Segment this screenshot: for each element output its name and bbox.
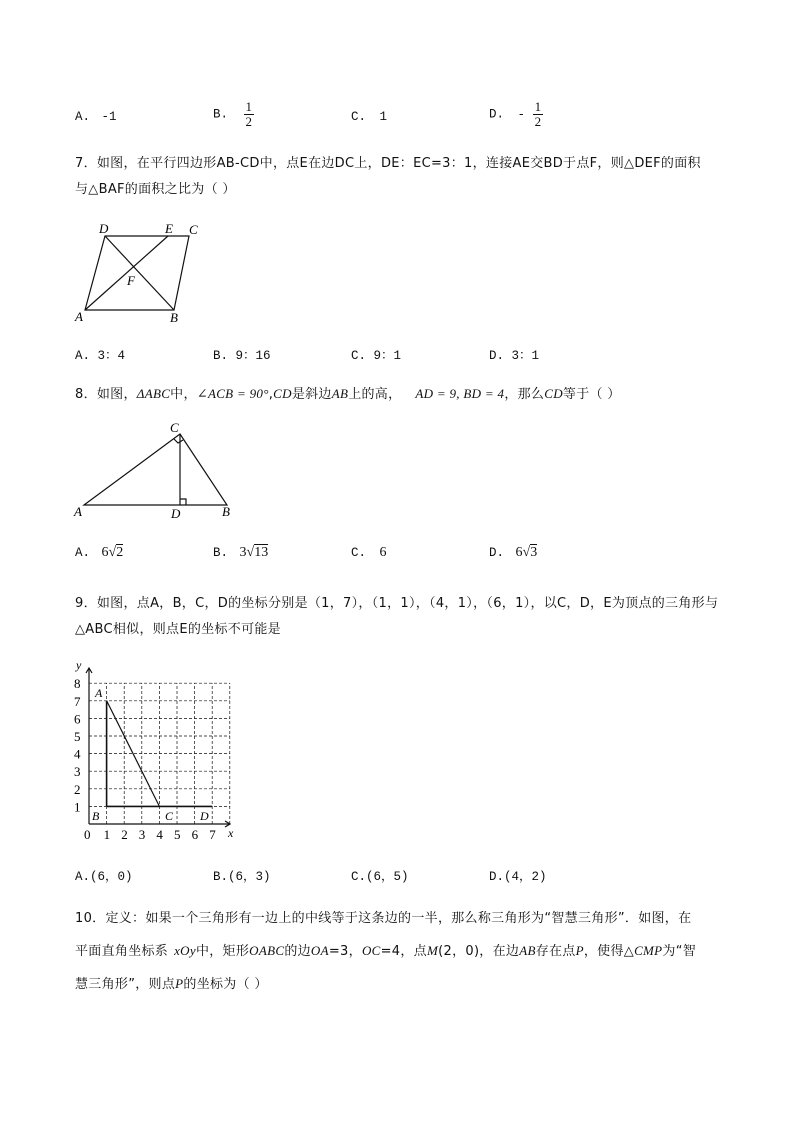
q6-option-d[interactable]	[489, 100, 543, 129]
q8-text-part: ，那么	[504, 387, 545, 402]
q9-option-a[interactable]	[75, 866, 133, 884]
q6-option-b[interactable]	[213, 100, 254, 129]
option-value	[240, 545, 269, 560]
label-b: B	[92, 809, 100, 823]
q7-options	[75, 345, 675, 365]
given-lengths: AD = 9, BD = 4	[415, 386, 505, 401]
option-value: (6，5)	[366, 870, 409, 884]
option-label: B.	[213, 107, 229, 122]
y-axis-label: y	[76, 658, 82, 672]
y-tick-label: 2	[74, 781, 81, 797]
option-label: B.	[213, 349, 229, 363]
rectangle-oabc: OABC	[249, 943, 285, 958]
x-tick-label: 2	[121, 827, 128, 842]
q9-line2: △ABC相似，则点E的坐标不可能是	[75, 622, 281, 637]
q10-text-part: (2，0)，在边	[438, 944, 520, 959]
q10-text-part: ，使得△	[583, 944, 635, 959]
y-tick-label: 3	[74, 764, 81, 780]
x-tick-label: 4	[156, 827, 163, 842]
radicand: 2	[116, 545, 124, 560]
numerator: 1	[534, 99, 542, 114]
minus-sign: -	[517, 107, 526, 122]
option-label: D.	[489, 349, 505, 363]
option-label: D.	[489, 870, 505, 884]
option-label: C.	[351, 870, 367, 884]
option-value: (6，3)	[228, 870, 271, 884]
x-tick-label: 0	[84, 827, 91, 842]
q7-option-d[interactable]	[489, 345, 539, 363]
label-e: E	[165, 221, 173, 236]
y-tick-label: 7	[74, 693, 81, 709]
q9-option-b[interactable]	[213, 866, 271, 884]
q10-line2	[75, 935, 735, 968]
q10-text	[75, 903, 735, 1001]
q8-text-part: 中，	[170, 387, 197, 402]
option-label: B.	[213, 546, 229, 560]
y-tick-label: 8	[74, 676, 81, 692]
y-tick-labels	[74, 676, 81, 814]
q7-text	[75, 151, 725, 203]
q8-text-part: ,	[268, 387, 274, 402]
segment-cd: CD	[544, 386, 563, 401]
q10-text-part: 中，矩形	[195, 944, 250, 959]
coefficient: 6	[515, 545, 523, 560]
q10-text-part: 的边	[284, 944, 311, 959]
numerator: 1	[245, 99, 253, 114]
q8-text-part: 等于（ ）	[562, 387, 621, 402]
q7-line2: 与△BAF的面积之比为（ ）	[75, 182, 236, 197]
sqrt-icon: √	[108, 545, 117, 560]
triangle-abc	[84, 434, 227, 505]
sqrt-icon: √	[246, 545, 255, 560]
radicand: 13	[254, 545, 269, 560]
option-value: 9：1	[373, 349, 402, 363]
y-tick-label: 1	[74, 799, 81, 815]
q9-text	[75, 591, 735, 643]
option-label: C.	[351, 349, 367, 363]
side-ab: AB	[519, 943, 536, 958]
q6-options	[75, 100, 675, 140]
option-label: A.	[75, 546, 91, 560]
q10-text-part: =4，点	[380, 944, 427, 959]
radicand: 3	[530, 545, 538, 560]
q10-text-part: =3，	[328, 944, 362, 959]
q8-prefix: 8．如图，	[75, 387, 137, 402]
option-label: D.	[489, 546, 505, 560]
side-oa: OA	[310, 943, 329, 958]
fraction	[533, 100, 544, 129]
q7-option-c[interactable]	[351, 345, 401, 363]
coefficient: 3	[239, 545, 247, 560]
sqrt-icon: √	[522, 545, 531, 560]
label-a: A	[95, 686, 103, 700]
label-d: D	[171, 506, 181, 521]
option-label: C.	[351, 546, 367, 560]
q10-text-part: 的坐标为（ ）	[183, 977, 268, 992]
q8-text-part: 是斜边	[291, 387, 332, 402]
q10-text-part: 平面直角坐标系	[75, 944, 169, 959]
label-c: C	[165, 809, 174, 823]
option-label: C.	[351, 110, 367, 124]
x-axis-label: x	[228, 826, 234, 840]
q8-options	[75, 545, 675, 565]
q7-line1: 7．如图，在平行四边形AB-CD中，点E在边DC上，DE：EC=3：1，连接AE交BD于点F，则△DEF的面积	[75, 156, 701, 171]
option-label: B.	[213, 870, 229, 884]
grid-lines	[89, 683, 230, 824]
option-label: A.	[75, 349, 91, 363]
q9-option-d[interactable]	[489, 866, 547, 884]
q8-option-d[interactable]	[489, 545, 537, 561]
x-tick-labels	[84, 827, 216, 842]
label-b: B	[170, 310, 178, 325]
label-a: A	[74, 504, 82, 519]
diagonal-bd	[105, 236, 174, 310]
label-f: F	[127, 273, 135, 288]
q9-coordinate-grid-figure	[70, 656, 245, 846]
q7-option-a[interactable]	[75, 345, 125, 363]
point-m: M	[426, 943, 439, 958]
option-label: D.	[489, 107, 505, 122]
option-value: 3：1	[511, 349, 540, 363]
option-value: 1	[379, 110, 388, 124]
plane-xoy: xOy	[174, 943, 196, 958]
label-c: C	[189, 222, 198, 237]
denominator: 2	[534, 114, 542, 129]
y-tick-label: 4	[74, 746, 81, 762]
q8-text-part: 上的高，	[348, 387, 402, 402]
q9-options	[75, 866, 675, 886]
q7-parallelogram-figure	[70, 218, 210, 328]
label-b: B	[222, 504, 230, 519]
option-value: -1	[101, 110, 117, 124]
y-tick-label: 5	[74, 729, 81, 744]
q10-text-part: 存在点	[535, 944, 576, 959]
q9-option-c[interactable]	[351, 866, 409, 884]
q10-line1: 10．定义：如果一个三角形有一边上的中线等于这条边的一半，那么称三角形为“智慧三角形”．如图，在	[75, 911, 692, 926]
fraction	[244, 100, 255, 129]
q8-text	[75, 381, 725, 408]
option-value	[516, 545, 538, 560]
label-a: A	[75, 309, 83, 324]
label-c: C	[170, 420, 179, 435]
q8-right-triangle-figure	[70, 420, 240, 525]
point-p: P	[175, 976, 184, 991]
q8-option-b[interactable]	[213, 545, 268, 561]
option-value: 9：16	[235, 349, 271, 363]
segment-cd: CD	[273, 386, 292, 401]
angle-acb: ∠ACB = 90°	[196, 386, 269, 401]
denominator: 2	[245, 114, 253, 129]
option-value: (6，0)	[90, 870, 133, 884]
segment-ab: AB	[331, 386, 349, 401]
right-angle-mark-c	[174, 439, 183, 443]
triangle-cmp: CMP	[634, 943, 663, 958]
x-tick-label: 5	[174, 827, 181, 842]
option-value: (4，2)	[504, 870, 547, 884]
x-tick-label: 6	[191, 827, 199, 842]
q10-line3	[75, 968, 735, 1001]
x-tick-label: 3	[138, 827, 146, 842]
triangle-abc: ΔABC	[136, 386, 171, 401]
side-oc: OC	[361, 943, 381, 958]
q10-text-part: 为“智	[662, 944, 697, 959]
option-value	[102, 545, 124, 560]
point-p: P	[575, 943, 584, 958]
x-tick-label: 7	[209, 827, 216, 842]
q6-option-a[interactable]	[75, 110, 117, 124]
q6-option-c[interactable]	[351, 110, 387, 124]
y-tick-label: 6	[74, 711, 81, 727]
q10-text-part: 慧三角形”，则点	[75, 977, 176, 992]
q9-line1: 9．如图，点A，B，C，D的坐标分别是（1，7），（1，1），（4，1），（6，1），以C，D，E为顶点的三角形与	[75, 596, 719, 611]
x-tick-label: 1	[103, 827, 111, 842]
label-d: D	[99, 221, 109, 236]
q7-option-b[interactable]	[213, 345, 271, 363]
option-label: A.	[75, 110, 91, 124]
coefficient: 6	[101, 545, 109, 560]
label-d: D	[200, 809, 209, 823]
option-label: A.	[75, 870, 91, 884]
parallelogram	[85, 236, 189, 310]
option-value: 6	[379, 545, 387, 560]
q8-option-c[interactable]	[351, 545, 387, 561]
option-value: 3：4	[97, 349, 126, 363]
q8-option-a[interactable]	[75, 545, 123, 561]
right-angle-mark-d	[180, 499, 186, 505]
